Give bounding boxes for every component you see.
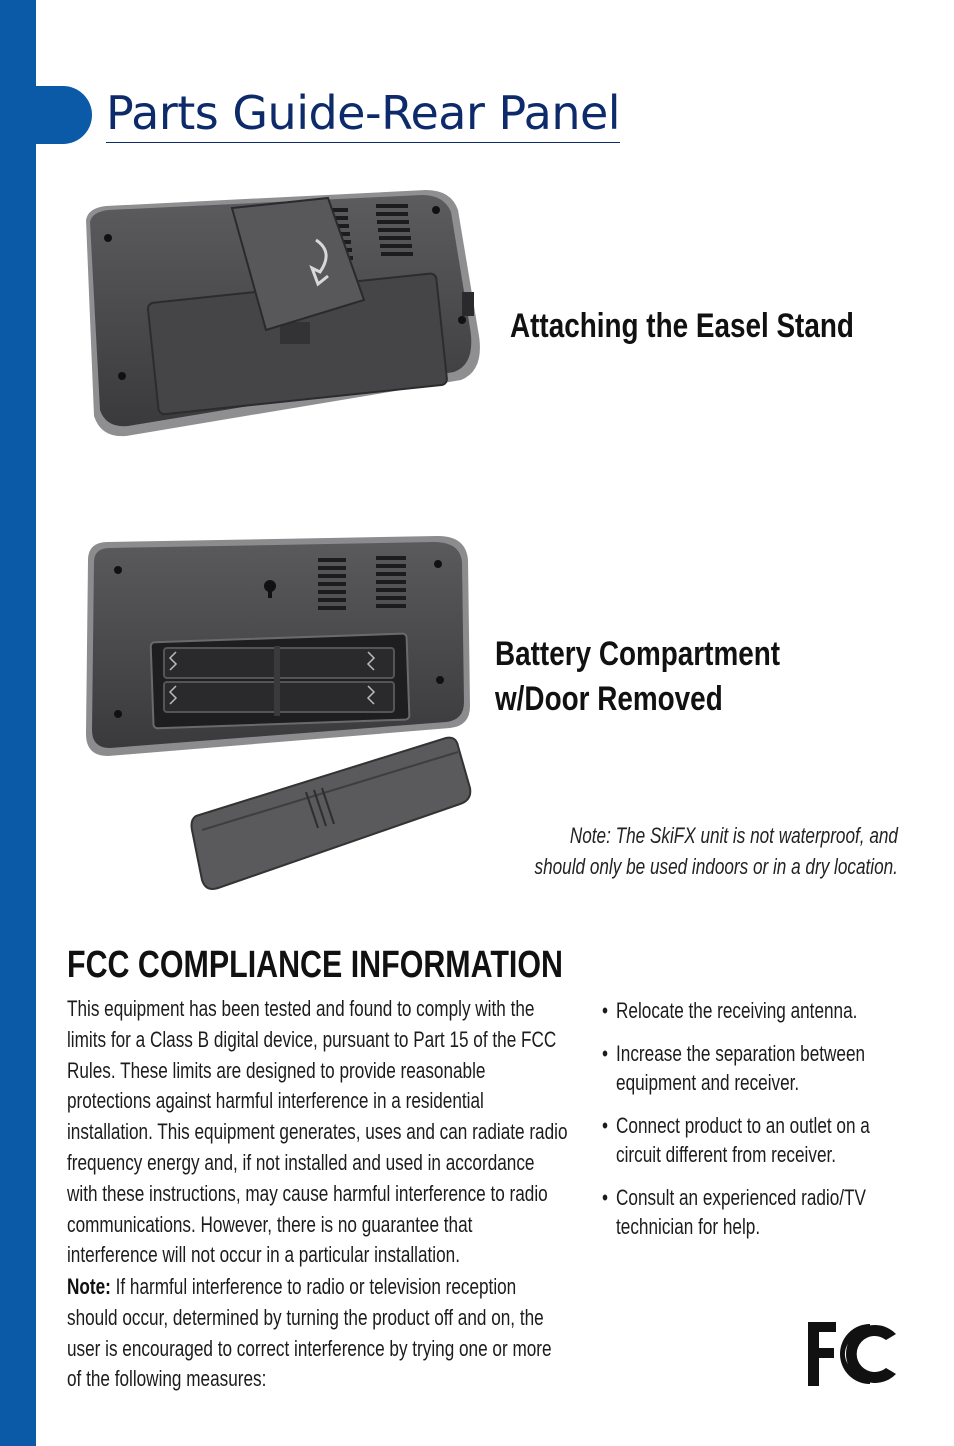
battery-compartment-photo [78,530,474,902]
battery-compartment-caption [495,632,780,722]
waterproof-note-line2: should only be used indoors or in a dry location. [534,854,898,879]
easel-stand-caption: Attaching the Easel Stand [510,307,854,345]
list-item: • Consult an experienced radio/TV technician for help. [602,1183,912,1241]
battery-caption-line1: Battery Compartment [495,635,781,673]
list-item: • Increase the separation between equipment and receiver. [602,1039,912,1097]
page-title: Parts Guide-Rear Panel [106,84,620,143]
title-tab-accent [0,86,92,144]
note-text: If harmful interference to radio or television reception should occur, determined by turning the product off and on, the user is encouraged to correct interference by trying one or more of the following measures: [67,1274,552,1392]
fcc-compliance-paragraph: This equipment has been tested and found to comply with the limits for a Class B digital device, pursuant to Part 15 of the FCC Rules. These limits are designed to provide reasonable protections against harmful interference in a residential installation. This equipment generates, uses and can radiate radio frequency energy and, if not installed and used in accordance with these instructions, may cause harmful interference to radio communications. However, there is no guarantee that interference will not occur in a particular installation. [67,996,568,1268]
waterproof-note [535,820,898,882]
side-accent-bar [0,0,36,1446]
list-item: • Connect product to an outlet on a circuit different from receiver. [602,1111,912,1169]
battery-caption-line2: w/Door Removed [495,680,723,718]
list-item: • Relocate the receiving antenna. [602,996,912,1025]
fcc-note-paragraph [67,1272,568,1395]
waterproof-note-line1: Note: The SkiFX unit is not waterproof, and [569,823,898,848]
easel-stand-photo [66,180,496,450]
note-label: Note: [67,1274,111,1299]
fcc-logo-icon [804,1318,900,1390]
interference-measures-list [602,996,870,1255]
fcc-heading: FCC COMPLIANCE INFORMATION [67,944,563,986]
